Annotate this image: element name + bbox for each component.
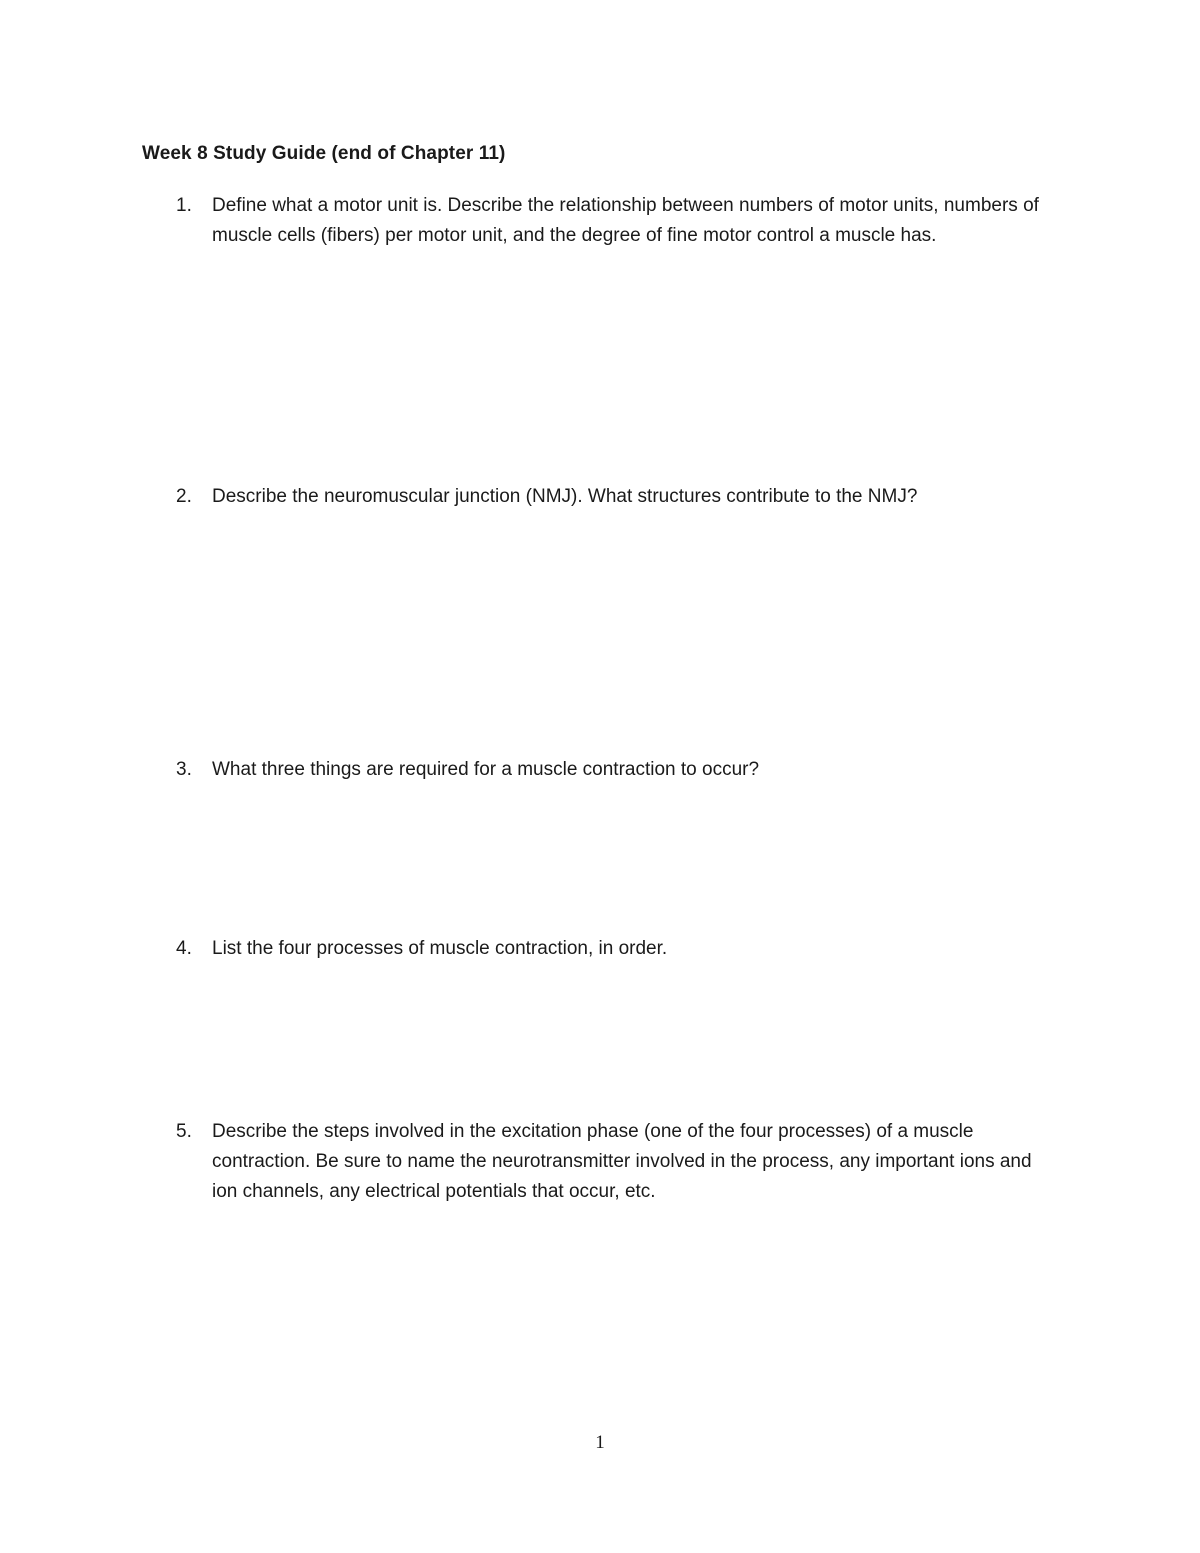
question-text: Define what a motor unit is. Describe the relationship between numbers of motor units, numbers of muscle cells (fibers) per motor unit, and the degree of fine motor control a muscle has. xyxy=(212,195,1039,246)
question-item-3 xyxy=(176,755,1056,785)
question-item-1 xyxy=(176,191,1056,251)
question-number: 3. xyxy=(176,759,192,780)
question-number: 2. xyxy=(176,486,192,507)
question-item-5 xyxy=(176,1117,1056,1207)
page-number: 1 xyxy=(595,1432,605,1453)
question-number: 1. xyxy=(176,195,192,216)
question-number: 5. xyxy=(176,1121,192,1142)
question-number: 4. xyxy=(176,938,192,959)
question-text: What three things are required for a muscle contraction to occur? xyxy=(212,759,760,780)
question-text: Describe the steps involved in the excitation phase (one of the four processes) of a muscle contraction. Be sure to name the neurotransmitter involved in the process, any important ions and ion channels, any electrical potentials that occur, etc. xyxy=(212,1121,1032,1202)
question-item-2 xyxy=(176,482,1056,512)
question-item-4 xyxy=(176,934,1056,964)
question-text: List the four processes of muscle contraction, in order. xyxy=(212,938,668,959)
document-title: Week 8 Study Guide (end of Chapter 11) xyxy=(142,143,506,164)
question-text: Describe the neuromuscular junction (NMJ). What structures contribute to the NMJ? xyxy=(212,486,918,507)
